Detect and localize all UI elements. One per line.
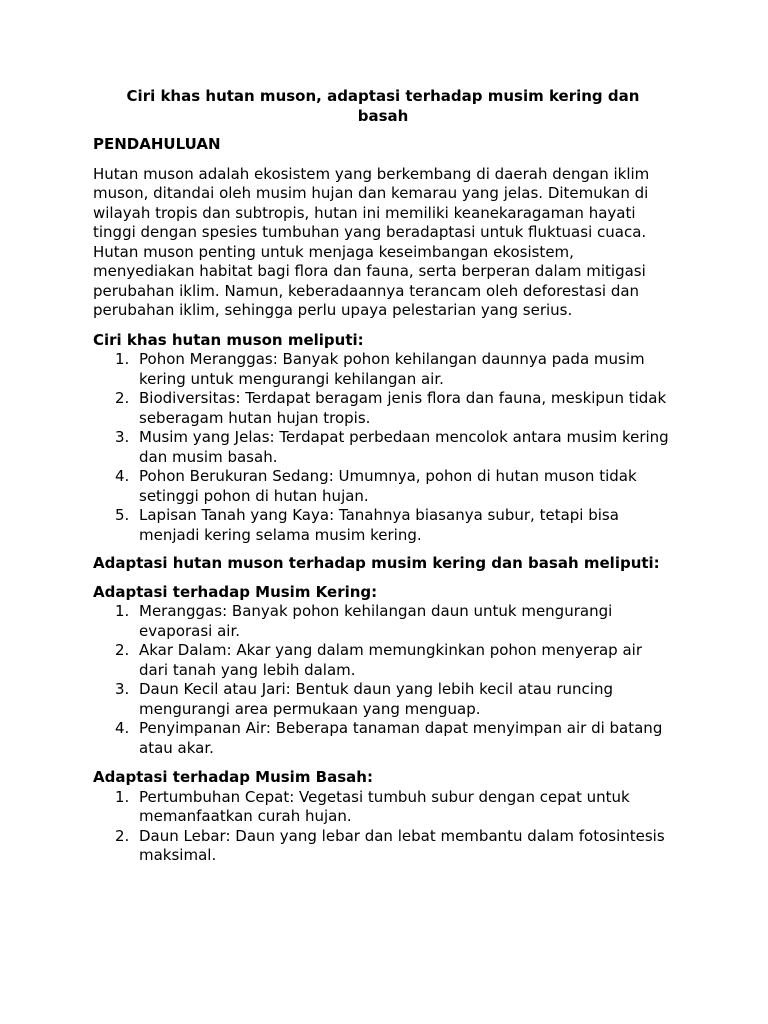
list-number: 1. — [115, 787, 130, 806]
document-title: Ciri khas hutan muson, adaptasi terhadap musim kering dan basah — [126, 87, 640, 125]
list-item — [93, 719, 673, 758]
list-number: 2. — [115, 641, 130, 659]
list-item — [93, 641, 673, 680]
features-heading: Ciri khas hutan muson meliputi: — [93, 330, 364, 349]
dry-season-list — [93, 602, 673, 758]
list-text: Pohon Berukuran Sedang: Umumnya, pohon di hutan muson tidak setinggi pohon di hutan hujan. — [139, 467, 637, 505]
list-text: Pertumbuhan Cepat: Vegetasi tumbuh subur dengan cepat untuk memanfaatkan curah hujan. — [139, 787, 630, 825]
list-number: 1. — [115, 350, 130, 368]
list-number: 1. — [115, 602, 130, 620]
list-text: Penyimpanan Air: Beberapa tanaman dapat menyimpan air di batang atau akar. — [139, 719, 663, 757]
dry-season-heading: Adaptasi terhadap Musim Kering: — [93, 582, 378, 601]
intro-heading: PENDAHULUAN — [93, 135, 221, 153]
list-item — [93, 827, 673, 866]
list-number: 3. — [115, 428, 130, 446]
list-number: 3. — [115, 680, 130, 698]
list-number: 4. — [115, 467, 130, 485]
list-number: 2. — [115, 389, 130, 407]
list-item — [93, 506, 673, 545]
list-item — [93, 467, 673, 506]
list-item — [93, 389, 673, 428]
list-number: 2. — [115, 826, 130, 845]
list-text: Lapisan Tanah yang Kaya: Tanahnya biasanya subur, tetapi bisa menjadi kering selama musim kering. — [139, 506, 619, 544]
list-text: Pohon Meranggas: Banyak pohon kehilangan daunnya pada musim kering untuk mengurangi kehilangan air. — [139, 350, 645, 388]
wet-season-heading: Adaptasi terhadap Musim Basah: — [93, 768, 373, 786]
list-text: Meranggas: Banyak pohon kehilangan daun untuk mengurangi evaporasi air. — [139, 602, 613, 640]
list-item — [93, 602, 673, 641]
features-list — [93, 350, 673, 545]
list-number: 5. — [115, 506, 130, 524]
list-text: Biodiversitas: Terdapat beragam jenis flora dan fauna, meskipun tidak seberagam hutan hujan tropis. — [139, 389, 667, 427]
intro-paragraph: Hutan muson adalah ekosistem yang berkembang di daerah dengan iklim muson, ditandai oleh musim hujan dan kemarau yang jelas. Ditemukan di wilayah tropis dan subtropis, hutan ini memiliki keanekaragaman hayati tinggi dengan spesies tumbuhan yang beradaptasi untuk fluktuasi cuaca. Hutan muson penting untuk menjaga keseimbangan ekosistem, menyediakan habitat bagi flora dan fauna, serta berperan dalam mitigasi perubahan iklim. Namun, keberadaannya terancam oleh deforestasi dan perubahan iklim, sehingga perlu upaya pelestarian yang serius. — [93, 164, 650, 319]
list-item — [93, 680, 673, 719]
list-number: 4. — [115, 719, 130, 737]
wet-season-list — [93, 788, 673, 866]
document-page — [93, 87, 673, 866]
list-text: Daun Lebar: Daun yang lebar dan lebat membantu dalam fotosintesis maksimal. — [139, 826, 665, 864]
list-text: Akar Dalam: Akar yang dalam memungkinkan pohon menyerap air dari tanah yang lebih dalam. — [139, 641, 642, 679]
list-text: Daun Kecil atau Jari: Bentuk daun yang lebih kecil atau runcing mengurangi area permukaan yang menguap. — [139, 680, 613, 718]
list-item — [93, 350, 673, 389]
list-item — [93, 428, 673, 467]
adaptation-heading: Adaptasi hutan muson terhadap musim kering dan basah meliputi: — [93, 554, 660, 572]
list-item — [93, 788, 673, 827]
list-text: Musim yang Jelas: Terdapat perbedaan mencolok antara musim kering dan musim basah. — [139, 428, 669, 466]
